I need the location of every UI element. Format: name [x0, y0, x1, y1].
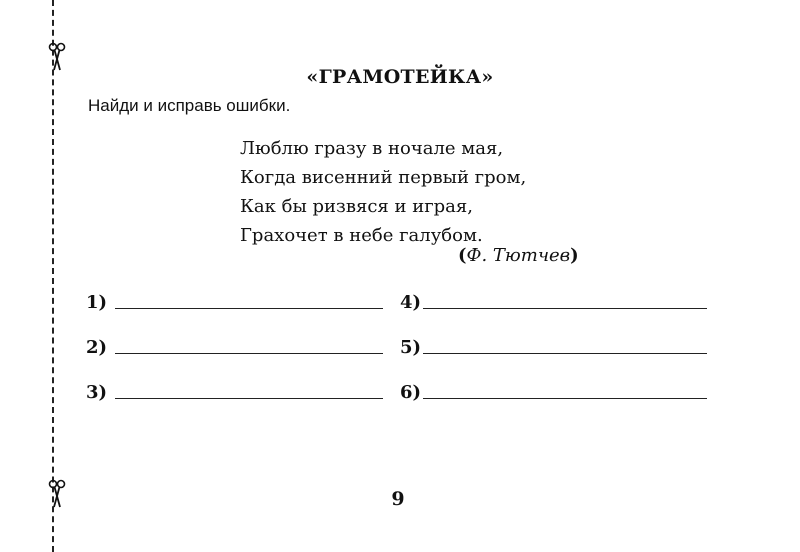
answer-blank[interactable]	[115, 397, 383, 399]
answer-blank[interactable]	[115, 307, 383, 309]
poem-line: Как бы ризвяся и играя,	[240, 196, 473, 217]
answer-line-4[interactable]	[400, 292, 707, 313]
answer-line-2[interactable]	[86, 337, 383, 358]
answer-line-3[interactable]	[86, 382, 383, 403]
answer-number: 5)	[400, 337, 422, 358]
author-name: Ф. Тютчев	[466, 245, 571, 266]
poem-line: Когда висенний первый гром,	[240, 167, 527, 188]
answer-number: 2)	[86, 337, 108, 358]
poem-author	[458, 245, 579, 266]
answer-number: 6)	[400, 382, 422, 403]
author-paren-open: (	[458, 245, 467, 266]
poem-line: Грахочет в небе галубом.	[240, 225, 483, 246]
answer-line-1[interactable]	[86, 292, 383, 313]
answer-blank[interactable]	[423, 307, 707, 309]
answer-blank[interactable]	[423, 397, 707, 399]
answer-line-5[interactable]	[400, 337, 707, 358]
poem-line: Люблю гразу в ночале мая,	[240, 138, 504, 159]
answer-blank[interactable]	[115, 352, 383, 354]
answer-number: 4)	[400, 292, 422, 313]
instruction-text: Найди и исправь ошибки.	[88, 96, 291, 115]
answer-line-6[interactable]	[400, 382, 707, 403]
answer-number: 3)	[86, 382, 108, 403]
answer-blank[interactable]	[423, 352, 707, 354]
author-paren-close: )	[570, 245, 579, 266]
poem	[240, 134, 526, 250]
answer-number: 1)	[86, 292, 108, 313]
page-number: 9	[391, 488, 405, 510]
page-title: «ГРАМОТЕЙКА»	[306, 66, 494, 88]
